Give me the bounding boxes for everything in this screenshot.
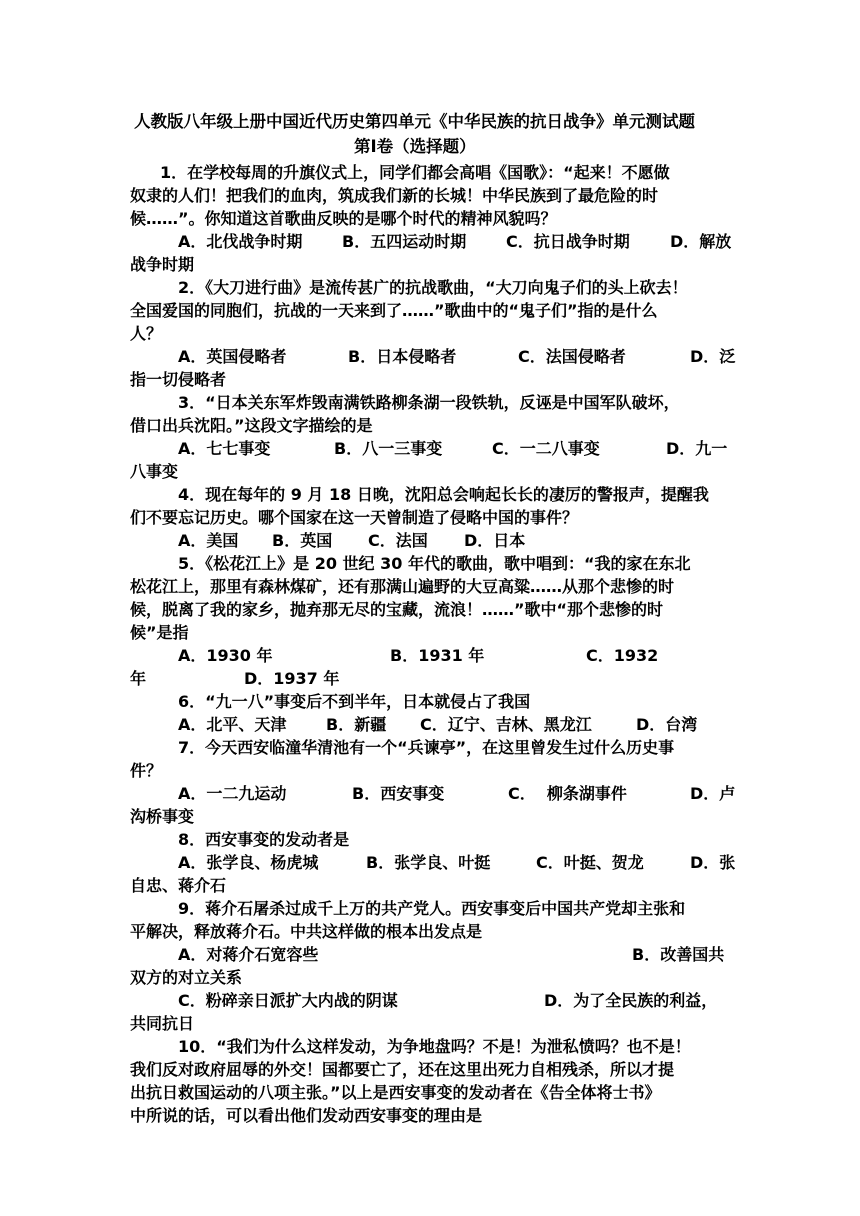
q3-option-a: A．七七事变 [178,439,271,458]
q9-option-b: B．改善国共 [632,945,725,964]
q3-options [0,438,860,460]
q5-option-d: D．1937 年 [244,669,340,688]
q7-option-d: D．卢 [690,784,736,803]
q1-stem-line: 1．在学校每周的升旗仪式上，同学们都会高唱《国歌》：“起来！不愿做 [160,163,670,182]
q7-option-b: B．西安事变 [352,784,445,803]
q3-stem-line: 借口出兵沈阳。”这段文字描绘的是 [130,416,373,435]
q8-option-wrap: 自忠、蒋介石 [130,876,227,895]
q7-stem-line: 件？ [130,761,163,780]
q2-stem-line: 全国爱国的同胞们，抗战的一天来到了……”歌曲中的“鬼子们”指的是什么 [130,301,658,320]
q8-option-a: A．张学良、杨虎城 [178,853,319,872]
q1-option-c: C．抗日战争时期 [506,232,630,251]
q5-options [0,645,860,667]
q1-options [0,231,860,253]
q2-option-a: A．英国侵略者 [178,347,287,366]
q4-option-b: B．英国 [272,531,333,550]
q6-stem-line: 6．“九一八”事变后不到半年，日本就侵占了我国 [178,692,531,711]
q5-option-wrap-unit: 年 [130,669,147,688]
q9-option-d-wrap: 共同抗日 [130,1014,195,1033]
q2-option-b: B．日本侵略者 [348,347,457,366]
q7-option-c: C． 柳条湖事件 [508,784,627,803]
q5-option-c: C．1932 [586,646,659,665]
q2-option-c: C．法国侵略者 [518,347,626,366]
q9-option-b-wrap: 双方的对立关系 [130,968,243,987]
q3-stem-line: 3．“日本关东军炸毁南满铁路柳条湖一段铁轨，反诬是中国军队破坏， [178,393,680,412]
q2-option-d: D．泛 [690,347,736,366]
q4-options [0,530,860,552]
q3-option-wrap: 八事变 [130,462,179,481]
q8-stem-line: 8．西安事变的发动者是 [178,830,350,849]
q10-stem-line: 中所说的话，可以看出他们发动西安事变的理由是 [130,1106,483,1125]
q2-stem-line: 人？ [130,324,163,343]
q5-options-wrap [0,668,860,690]
q2-option-wrap: 指一切侵略者 [130,370,227,389]
q9-options-row2 [0,990,860,1012]
q6-option-d: D．台湾 [636,715,698,734]
q8-option-d: D．张 [690,853,736,872]
q9-option-a: A．对蒋介石宽容些 [178,945,319,964]
q1-option-d: D．解放 [670,232,732,251]
q3-option-c: C．一二八事变 [492,439,600,458]
q10-stem-line: 10．“我们为什么这样发动，为争地盘吗？不是！为泄私愤吗？也不是！ [178,1037,691,1056]
q5-stem-line: 候，脱离了我的家乡，抛弃那无尽的宝藏，流浪！……”歌中“那个悲惨的时 [130,600,664,619]
q9-options-row1 [0,944,860,966]
q7-option-a: A．一二九运动 [178,784,287,803]
q3-option-d: D．九一 [666,439,728,458]
q3-option-b: B．八一三事变 [334,439,443,458]
q4-stem-line: 4．现在每年的 9 月 18 日晚，沈阳总会响起长长的凄厉的警报声，提醒我 [178,485,709,504]
q10-stem-line: 出抗日救国运动的八项主张。”以上是西安事变的发动者在《告全体将士书》 [130,1083,661,1102]
q1-option-a: A．北伐战争时期 [178,232,303,251]
q2-stem-line: 2．《大刀进行曲》是流传甚广的抗战歌曲，“大刀向鬼子们的头上砍去！ [178,278,688,297]
q9-stem-line: 9．蒋介石屠杀过成千上万的共产党人。西安事变后中国共产党却主张和 [178,899,686,918]
q6-option-a: A．北平、天津 [178,715,287,734]
q1-option-b: B．五四运动时期 [342,232,467,251]
q5-option-a: A．1930 年 [178,646,273,665]
q4-option-a: A．美国 [178,531,239,550]
q4-option-c: C．法国 [368,531,428,550]
q8-option-b: B．张学良、叶挺 [366,853,491,872]
q4-option-d: D．日本 [464,531,526,550]
q6-option-c: C．辽宁、吉林、黑龙江 [420,715,592,734]
q5-stem-line: 候”是指 [130,623,189,642]
q1-option-wrap: 战争时期 [130,255,195,274]
q7-options [0,783,860,805]
q6-options [0,714,860,736]
q2-options [0,346,860,368]
q5-option-b: B．1931 年 [390,646,485,665]
q9-option-d: D．为了全民族的利益， [544,991,718,1010]
q6-option-b: B．新疆 [326,715,387,734]
q9-option-c: C．粉碎亲日派扩大内战的阴谋 [178,991,398,1010]
q9-stem-line: 平解决，释放蒋介石。中共这样做的根本出发点是 [130,922,483,941]
q5-stem-line: 5．《松花江上》是 20 世纪 30 年代的歌曲，歌中唱到：“我的家在东北 [178,554,691,573]
q10-stem-line: 我们反对政府屈辱的外交！国都要亡了，还在这里出死力自相残杀，所以才提 [130,1060,675,1079]
q7-stem-line: 7．今天西安临潼华清池有一个“兵谏亭”，在这里曾发生过什么历史事 [178,738,675,757]
q8-options [0,852,860,874]
document-title: 人教版八年级上册中国近代历史第四单元《中华民族的抗日战争》单元测试题 [134,112,695,131]
q1-stem-line: 奴隶的人们！把我们的血肉，筑成我们新的长城！中华民族到了最危险的时 [130,186,659,205]
q7-option-wrap: 沟桥事变 [130,807,195,826]
q4-stem-line: 们不要忘记历史。哪个国家在这一天曾制造了侵略中国的事件？ [130,508,579,527]
q1-stem-line: 候……”。你知道这首歌曲反映的是哪个时代的精神风貌吗？ [130,209,557,228]
q8-option-c: C．叶挺、贺龙 [536,853,644,872]
q5-stem-line: 松花江上，那里有森林煤矿，还有那满山遍野的大豆高粱……从那个悲惨的时 [130,577,675,596]
section-subtitle: 第Ⅰ卷（选择题） [354,137,476,156]
